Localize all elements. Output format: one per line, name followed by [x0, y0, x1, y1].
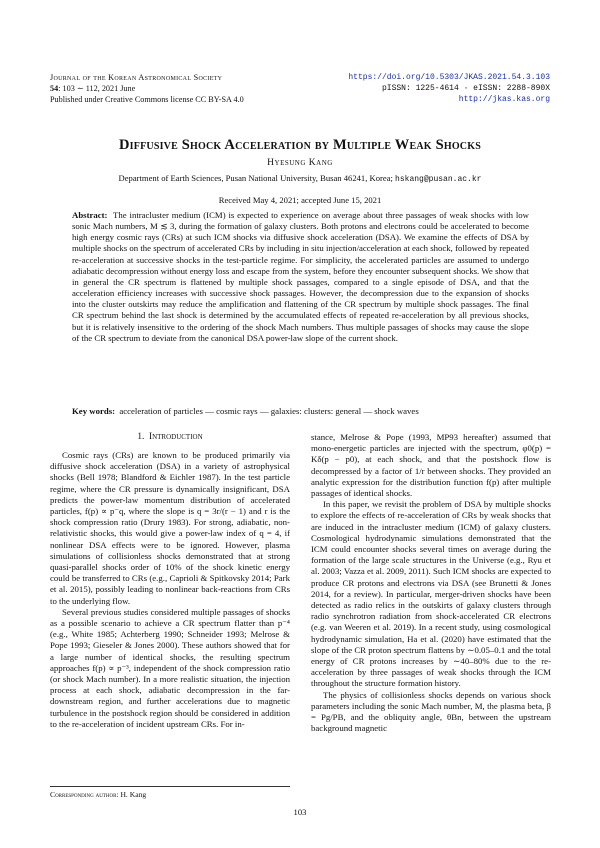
journal-name: Journal of the Korean Astronomical Society [50, 73, 223, 82]
doi-header [348, 72, 550, 105]
volume-number: 54 [50, 84, 59, 93]
author-name: Hyesung Kang [267, 158, 333, 168]
issn-line: pISSN: 1225-4614 · eISSN: 2288-890X [381, 84, 550, 93]
journal-url-link[interactable]: http://jkas.kas.org [458, 95, 550, 104]
intro-paragraph: The physics of collisionless shocks depends on various shock parameters including the sonic Mach number, M, the plasma beta, β = Pg/PB, and the obliquity angle, θBn, between the upstream background magnetic [311, 689, 551, 734]
footnote-label: Corresponding author: [50, 790, 119, 799]
intro-paragraph: Cosmic rays (CRs) are known to be produced primarily via diffusive shock acceleration (DSA) in a variety of astrophysical shocks (Bell 1978; Blandford & Eichler 1987). In the test particle regime, where the CR pressure is dynamically insignificant, DSA predicts the power-law momentum distribution of accelerated particles, f(p) ∝ p⁻q, where the slope is q = 3r/(r − 1) and r is the shock compression ratio (Drury 1983). For strong, adiabatic, non-relativistic shocks, this would give a power-law index of q = 4, if nonlinear DSA effects were to be ignored. However, plasma simulations of collisionless shocks demonstrated that at strong quasi-parallel shocks order of 10% of the shock kinetic energy could be transferred to CRs (e.g., Caprioli & Spitkovsky 2014; Park et al. 2015), possibly leading to nonlinear back-reactions from CRs to the underlying flow. [50, 450, 290, 606]
abstract [72, 210, 529, 344]
page-range: : 103 ∼ 112, 2021 June [58, 84, 136, 93]
abstract-text: The intracluster medium (ICM) is expected to experience on average about three passages of weak shocks with low sonic Mach numbers, M ≲ 3, during the formation of galaxy clusters. Both protons and electrons could be accelerated to become high energy cosmic rays (CRs) at such ICM shocks via diffusive shock acceleration (DSA). We examine the effects of DSA by multiple shocks on the spectrum of accelerated CRs by including in situ injection/acceleration at each shock, followed by repeated re-acceleration at successive shocks in the test-particle regime. For simplicity, the accelerated particles are assumed to undergo adiabatic decompression without energy loss and escape from the system, before they encounter subsequent shocks. We show that in general the CR spectrum is flattened by multiple shock passages, compared to a single episode of DSA, and that the acceleration efficiency increases with successive shock passages. However, the decompression due to the expansion of shocks into the cluster outskirts may reduce the amplification and flattening of the CR spectrum by multiple shock passages. The final CR spectrum behind the last shock is determined by the accumulated effects of repeated re-acceleration by all previous shocks, but it is relatively insensitive to the ordering of the shock Mach numbers. Thus multiple passages of shocks may cause the slope of the CR spectrum to deviate from the canonical DSA power-law slope of the current shock. [72, 210, 530, 343]
doi-link[interactable]: https://doi.org/10.5303/JKAS.2021.54.3.103 [348, 73, 550, 82]
paper-title: Diffusive Shock Acceleration by Multiple Weak Shocks [119, 137, 481, 153]
section-number: 1. [137, 432, 145, 442]
affiliation-text: Department of Earth Sciences, Pusan National University, Busan 46241, Korea; [118, 173, 396, 183]
volume-pages [50, 83, 244, 94]
footnote-name: H. Kang [120, 790, 147, 799]
page-number: 103 [293, 807, 307, 817]
intro-paragraph: stance, Melrose & Pope (1993, MP93 hereafter) assumed that mono-energetic particles are injected with the spectrum, φ0(p) = Kδ(p − p0), at each shock, and that the postshock flow is decompressed by a factor of 1/r between shocks. They provided an analytic expression for the distribution function f(p) after multiple passages of identical shocks. [311, 432, 551, 499]
keywords [72, 406, 529, 416]
left-column [50, 450, 290, 730]
keywords-text: acceleration of particles — cosmic rays — galaxies: clusters: general — shock waves [119, 406, 419, 416]
keywords-label: Key words: [72, 406, 116, 416]
affiliation [0, 173, 600, 184]
received-dates: Received May 4, 2021; accepted June 15, 2021 [218, 195, 382, 205]
intro-paragraph: In this paper, we revisit the problem of DSA by multiple shocks to explore the effects of re-acceleration of CRs by weak shocks that are induced in the intracluster medium (ICM) of galaxy clusters. Cosmological hydrodynamic simulations demonstrated that the ICM could encounter shocks several times on average during the formation of the large scale structures in the Universe (e.g., Ryu et al. 2003; Vazza et al. 2009, 2011). Such ICM shocks are expected to produce CR protons and electrons via DSA (see Brunetti & Jones 2014, for a review). In particular, merger-driven shocks have been detected as radio relics in the outskirts of galaxy clusters through radio synchrotron radiation from shock-accelerated CR electrons (e.g. van Weeren et al. 2019). In a recent study, using cosmological hydrodynamic simulation, Ha et al. (2020) have estimated that the slope of the CR proton spectrum flattens by ∼0.05–0.1 and the total energy of CR protons increases by ∼40–80% due to the re-acceleration by three passages of weak shocks through the ICM throughout the structure formation history. [311, 499, 551, 689]
author-email[interactable]: hskang@pusan.ac.kr [395, 175, 482, 184]
abstract-label: Abstract: [72, 210, 108, 220]
section-heading [50, 432, 290, 442]
section-title: Introduction [148, 432, 203, 442]
footnote [50, 790, 146, 799]
right-column [311, 432, 551, 734]
license-line: Published under Creative Commons license CC BY-SA 4.0 [50, 95, 244, 104]
footnote-rule [50, 786, 290, 787]
journal-header [50, 72, 244, 105]
intro-paragraph: Several previous studies considered multiple passages of shocks as a possible scenario to achieve a CR spectrum flatter than p⁻⁴ (e.g., White 1985; Achterberg 1990; Schneider 1993; Melrose & Pope 1993; Gieseler & Jones 2000). These authors showed that for a large number of identical shocks, the resulting spectrum approaches f(p) ∝ p⁻³, independent of the shock compression ratio (or shock Mach number). In a more realistic situation, the injection process at each shock, adiabatic decompression in the far-downstream region, and further accelerations due to magnetic turbulence in the postshock region should be considered in addition to the re-acceleration of incident upstream CRs. For in- [50, 606, 290, 729]
